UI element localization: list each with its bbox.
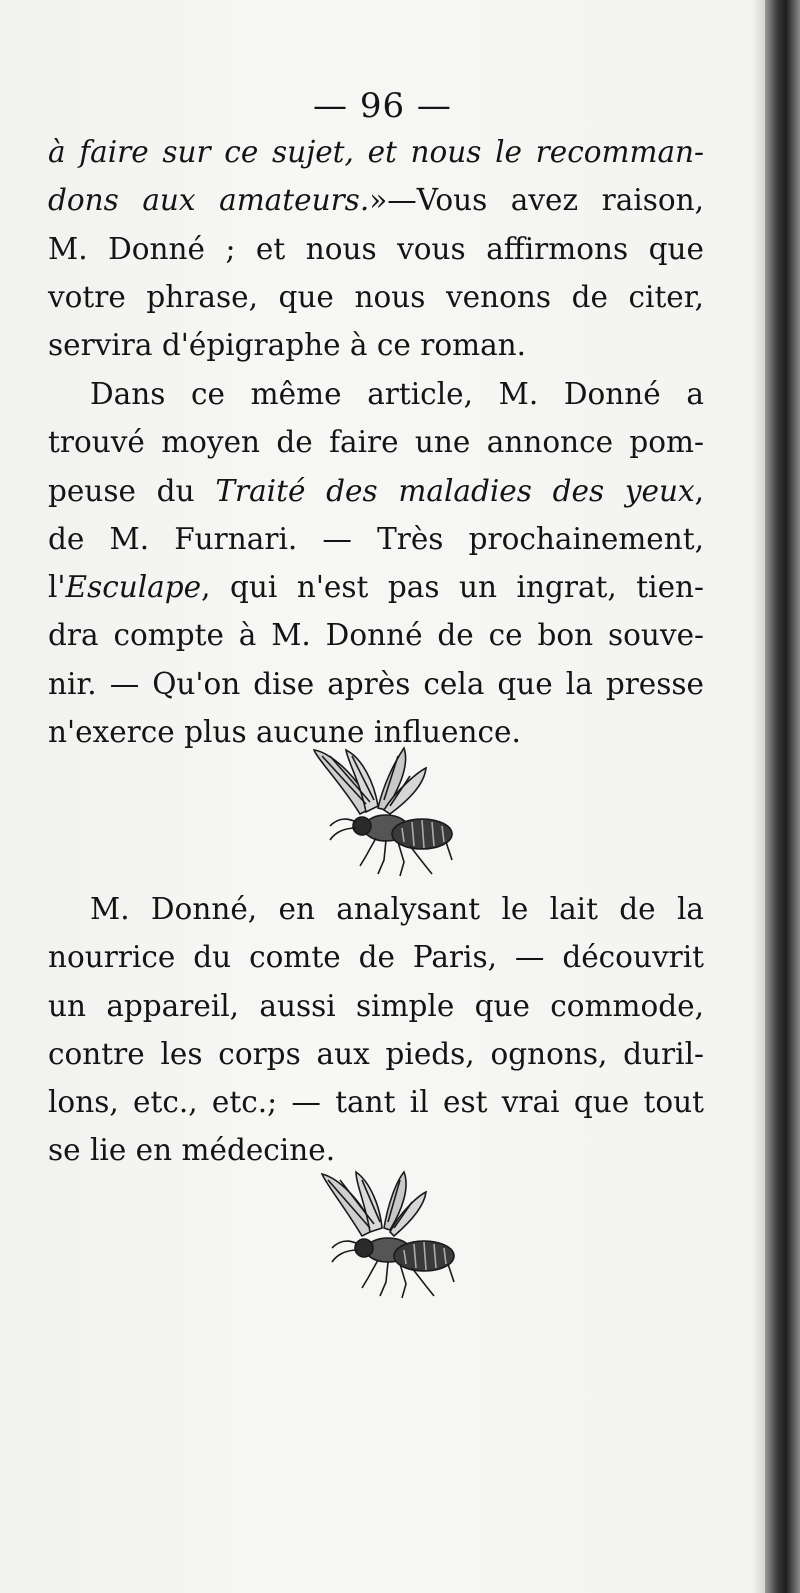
text-line: un appareil, aussi simple que commode, bbox=[48, 988, 704, 1023]
text-line: n'exerce plus aucune influence. bbox=[48, 715, 521, 750]
paragraph-appareil bbox=[48, 885, 704, 1175]
text-line: votre phrase, que nous venons de citer, bbox=[48, 279, 704, 314]
text-line: dra compte à M. Donné de ce bon souve- bbox=[48, 618, 704, 653]
text-line: de M. Furnari. — Très prochainement, bbox=[48, 521, 704, 556]
paragraph-continuation bbox=[48, 128, 704, 369]
book-spine bbox=[765, 0, 800, 1593]
paragraph-article bbox=[48, 370, 704, 756]
text-line: servira d'épigraphe à ce roman. bbox=[48, 328, 527, 363]
text-line: peuse du Traité des maladies des yeux, bbox=[48, 473, 705, 508]
text-line: contre les corps aux pieds, ognons, duril- bbox=[48, 1036, 704, 1071]
bee-ornament bbox=[300, 742, 468, 882]
text-line: Dans ce même article, M. Donné a bbox=[90, 377, 704, 411]
text-line: se lie en médecine. bbox=[48, 1133, 336, 1168]
text-line: dons aux amateurs.»—Vous avez raison, bbox=[48, 183, 705, 218]
text-line: M. Donné ; et nous vous affirmons que bbox=[48, 231, 704, 266]
page-number: — 96 — bbox=[313, 86, 452, 126]
bee-ornament bbox=[300, 1162, 468, 1302]
text-line: à faire sur ce sujet, et nous le recomman- bbox=[48, 135, 704, 169]
text-line: trouvé moyen de faire une annonce pom- bbox=[48, 425, 704, 460]
text-line: lons, etc., etc.; — tant il est vrai que tout bbox=[48, 1085, 704, 1120]
text-line: l'Esculape, qui n'est pas un ingrat, tien- bbox=[48, 570, 704, 605]
page-edge-shadow bbox=[752, 0, 765, 1593]
text-line: nourrice du comte de Paris, — découvrit bbox=[48, 940, 704, 975]
text-line: M. Donné, en analysant le lait de la bbox=[90, 892, 704, 926]
text-line: nir. — Qu'on dise après cela que la presse bbox=[48, 666, 704, 701]
